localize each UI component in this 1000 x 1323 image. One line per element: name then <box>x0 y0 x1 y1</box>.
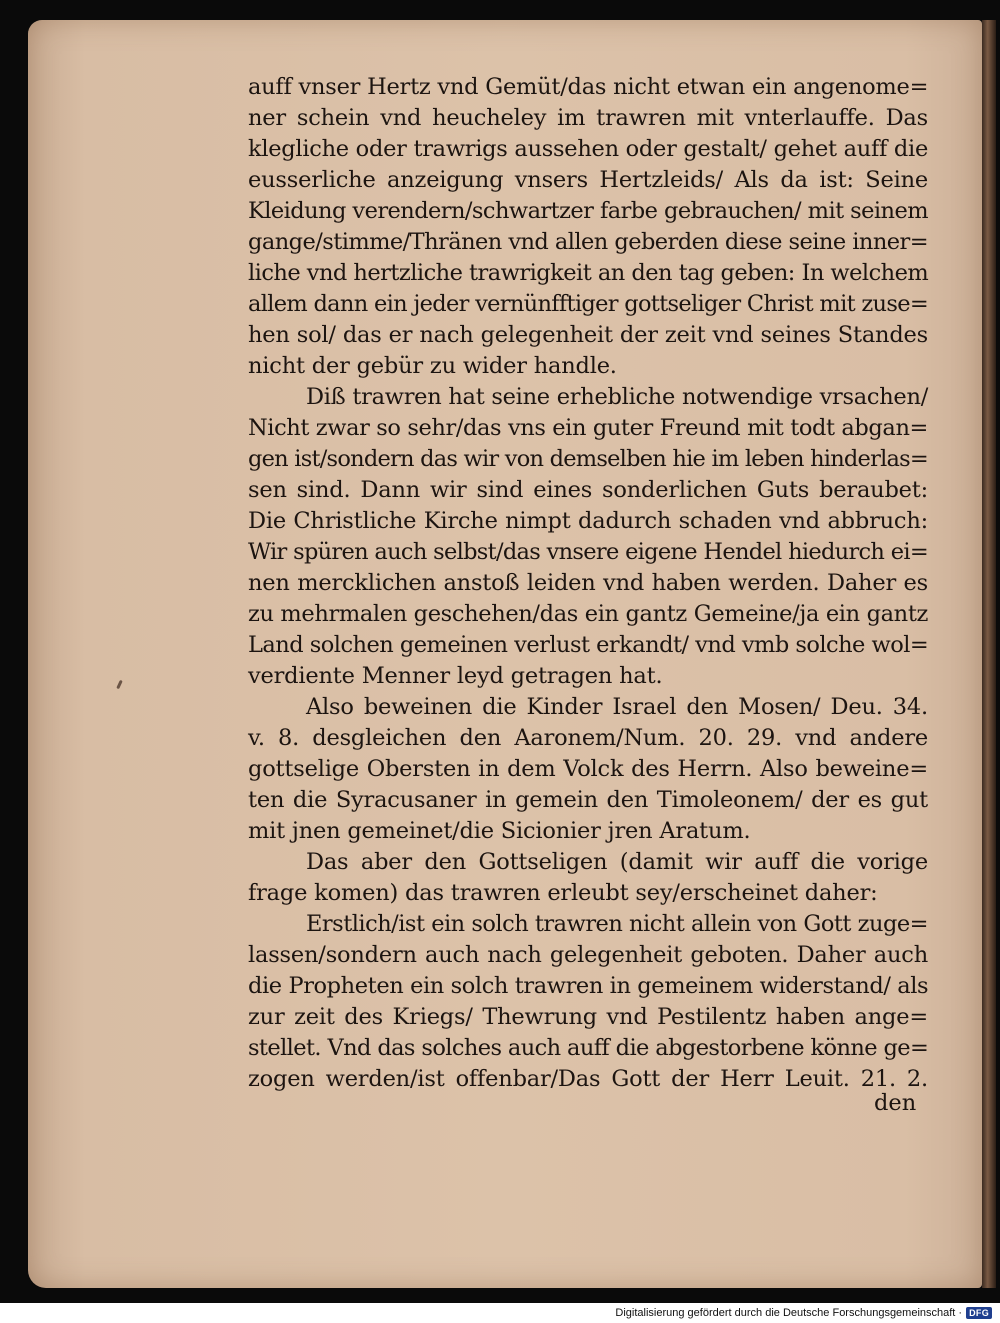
text-line: liche vnd hertzliche trawrigkeit an den tag geben: In welchem <box>248 260 929 286</box>
text-line: nen mercklichen anstoß leiden vnd haben werden. Daher es <box>248 570 928 596</box>
text-line: Nicht zwar so sehr/das vns ein guter Freund mit todt abgan= <box>248 415 928 441</box>
dfg-logo: DFG <box>966 1307 992 1319</box>
text-line: Erstlich/ist ein solch trawren nicht allein von Gott zuge= <box>306 911 928 937</box>
text-line: zu mehrmalen geschehen/das ein gantz Gemeine/ja ein gantz <box>248 601 928 627</box>
text-line: Land solchen gemeinen verlust erkandt/ vnd vmb solche wol= <box>248 632 929 658</box>
text-line: Wir spüren auch selbst/das vnsere eigene Hendel hiedurch ei= <box>248 539 928 565</box>
text-line: ner schein vnd heucheley im trawren mit vnterlauffe. Das <box>248 105 928 131</box>
text-line: die Propheten ein solch trawren in gemeinem widerstand/ als <box>248 973 929 999</box>
catchword: den <box>874 1090 917 1116</box>
text-line: Diß trawren hat seine erhebliche notwendige vrsachen/ <box>306 384 928 410</box>
text-line: lassen/sondern auch nach gelegenheit geboten. Daher auch <box>248 942 928 968</box>
text-line: Die Christliche Kirche nimpt dadurch schaden vnd abbruch: <box>248 508 928 534</box>
text-line: gange/stimme/Thränen vnd allen geberden diese seine inner= <box>248 229 928 255</box>
text-line: Also beweinen die Kinder Israel den Mosen/ Deu. 34. <box>306 694 928 720</box>
text-line: Kleidung verendern/schwartzer farbe gebrauchen/ mit seinem <box>248 198 928 224</box>
text-line: gen ist/sondern das wir von demselben hie im leben hinderlas= <box>248 446 928 472</box>
text-line: klegliche oder trawrigs aussehen oder gestalt/ gehet auff die <box>248 136 928 162</box>
text-line: stellet. Vnd das solches auch auff die abgestorbene könne ge= <box>248 1035 929 1061</box>
text-line: zogen werden/ist offenbar/Das Gott der Herr Leuit. 21. 2. <box>248 1066 928 1092</box>
footer-bar <box>0 1303 1000 1323</box>
body-text <box>248 72 928 1095</box>
text-line: frage komen) das trawren erleubt sey/erscheinet daher: <box>248 880 878 906</box>
text-line: nicht der gebür zu wider handle. <box>248 353 617 379</box>
text-line: eusserliche anzeigung vnsers Hertzleids/ Als da ist: Seine <box>248 167 928 193</box>
text-line: gottselige Obersten in dem Volck des Herrn. Also beweine= <box>248 756 928 782</box>
text-line: verdiente Menner leyd getragen hat. <box>248 663 663 689</box>
funding-credit: Digitalisierung gefördert durch die Deutsche Forschungsgemeinschaft · <box>615 1307 963 1319</box>
text-line: hen sol/ das er nach gelegenheit der zeit vnd seines Standes <box>248 322 928 348</box>
text-line: auff vnser Hertz vnd Gemüt/das nicht etwan ein angenome= <box>248 74 929 100</box>
text-line: mit jnen gemeinet/die Sicionier jren Aratum. <box>248 818 751 844</box>
text-line: v. 8. desgleichen den Aaronem/Num. 20. 29. vnd andere <box>248 725 928 751</box>
text-line: sen sind. Dann wir sind eines sonderlichen Guts beraubet: <box>248 477 928 503</box>
page-edge <box>982 20 996 1288</box>
text-line: zur zeit des Kriegs/ Thewrung vnd Pestilentz haben ange= <box>248 1004 928 1030</box>
text-line: ten die Syracusaner in gemein den Timoleonem/ der es gut <box>248 787 928 813</box>
text-line: allem dann ein jeder vernünfftiger gottseliger Christ mit zuse= <box>248 291 928 317</box>
text-line: Das aber den Gottseligen (damit wir auff die vorige <box>306 849 928 875</box>
